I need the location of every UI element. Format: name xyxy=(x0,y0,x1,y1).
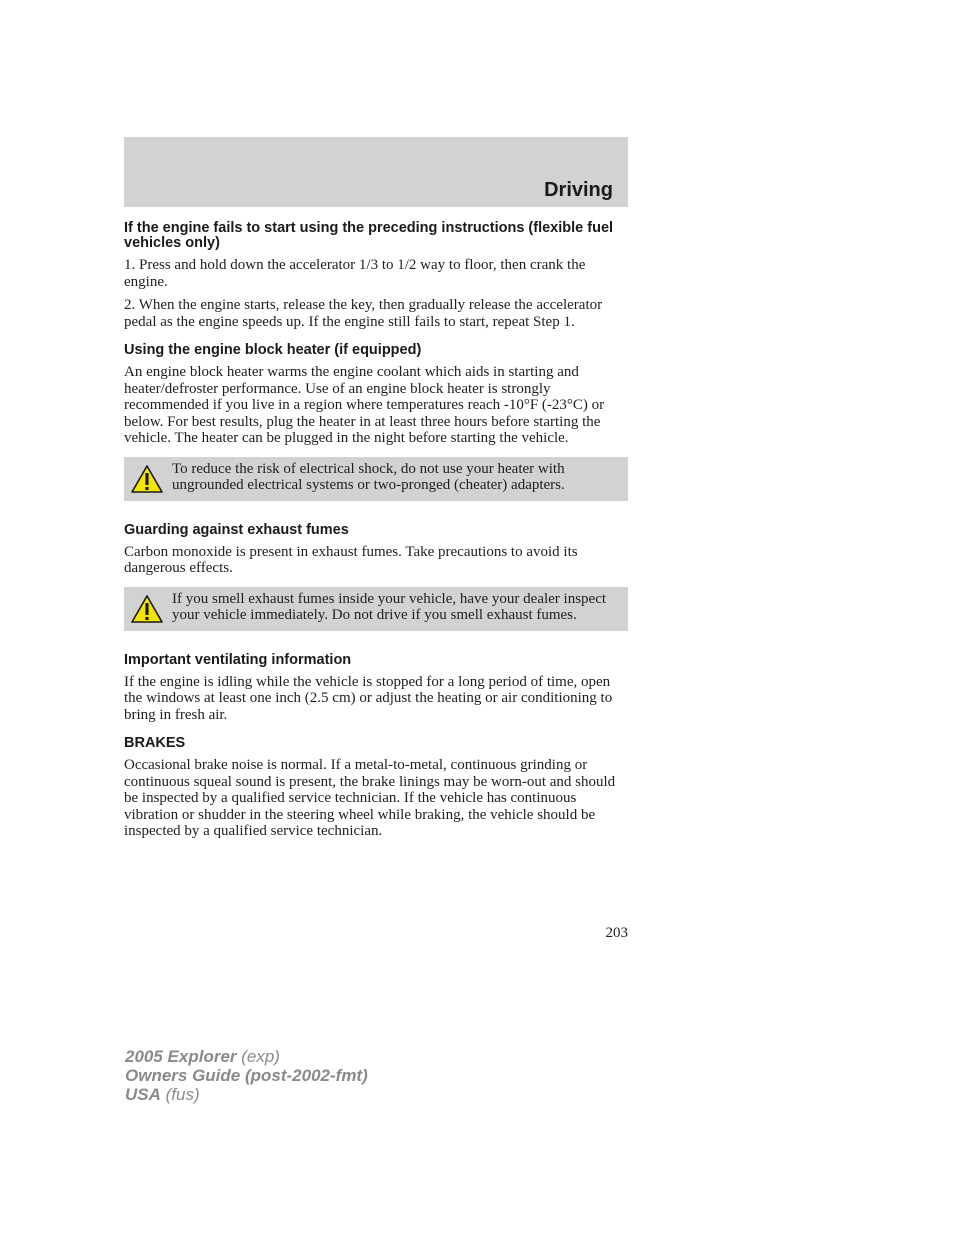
paragraph: An engine block heater warms the engine coolant which aids in starting and heater/defroster performance. Use of an engine block heater is strongly recommended if you live in a region where temperatures reach -10°F (-23°C) or below. For best results, plug the heater in at least three hours before starting the vehicle. The heater can be plugged in the night before starting the vehicle. xyxy=(124,364,605,446)
chapter-header-band xyxy=(124,137,628,207)
warning-triangle-icon xyxy=(130,594,164,624)
section-heading-block-heater: Using the engine block heater (if equipped) xyxy=(124,342,422,358)
page-number: 203 xyxy=(605,925,628,941)
section-heading-ventilating: Important ventilating information xyxy=(124,651,352,668)
warning-triangle-icon xyxy=(130,464,164,494)
section-heading-exhaust-fumes: Guarding against exhaust fumes xyxy=(124,521,349,538)
section-heading-brakes: BRAKES xyxy=(124,735,186,751)
section-heading-engine-fails: If the engine fails to start using the preceding instructions (flexible fuel vehicles only) xyxy=(124,220,614,251)
document-footer xyxy=(125,1047,368,1104)
footer-line-2: Owners Guide (post-2002-fmt) xyxy=(125,1066,368,1085)
paragraph: 2. When the engine starts, release the key, then gradually release the accelerator pedal as the engine speeds up. If the engine still fails to start, repeat Step 1. xyxy=(124,297,603,330)
warning-text: If you smell exhaust fumes inside your vehicle, have your dealer inspect your vehicle immediately. Do not drive if you smell exhaust fumes. xyxy=(172,590,607,623)
footer-line-3: USA (fus) xyxy=(125,1085,200,1104)
paragraph: Occasional brake noise is normal. If a metal-to-metal, continuous grinding or continuous squeal sound is present, the brake linings may be worn-out and should be inspected by a qualified service technician. If the vehicle has continuous vibration or shudder in the steering wheel while braking, the vehicle should be inspected by a qualified service technician. xyxy=(124,757,616,839)
chapter-title: Driving xyxy=(544,179,613,201)
footer-line-1: 2005 Explorer (exp) xyxy=(125,1047,280,1066)
paragraph: If the engine is idling while the vehicle is stopped for a long period of time, open the windows at least one inch (2.5 cm) or adjust the heating or air conditioning to bring in fresh air. xyxy=(124,673,613,723)
paragraph: Carbon monoxide is present in exhaust fumes. Take precautions to avoid its dangerous effects. xyxy=(124,543,578,576)
warning-box-exhaust xyxy=(124,587,628,631)
warning-text: To reduce the risk of electrical shock, do not use your heater with ungrounded electrical systems or two-pronged (cheater) adapters. xyxy=(172,460,565,493)
page-content xyxy=(124,221,628,847)
warning-box-electrical-shock xyxy=(124,457,628,501)
paragraph: 1. Press and hold down the accelerator 1/3 to 1/2 way to floor, then crank the engine. xyxy=(124,257,586,290)
